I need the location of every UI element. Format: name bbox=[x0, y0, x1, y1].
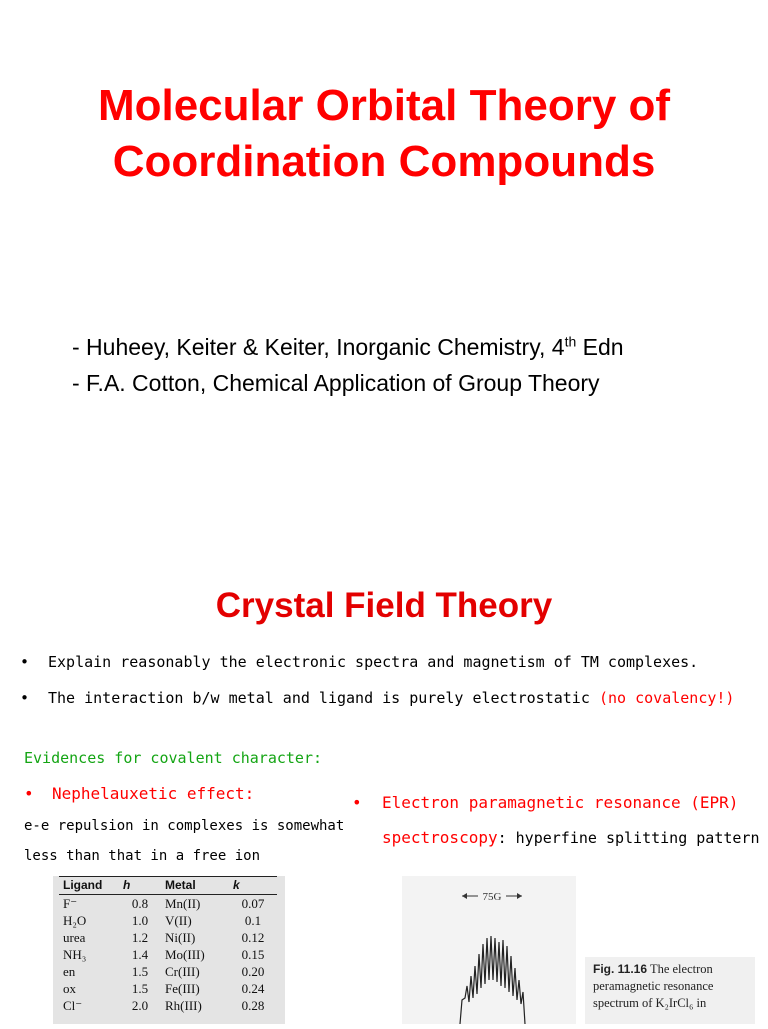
table-cell: 1.0 bbox=[131, 913, 149, 928]
table-header-metal: Metal bbox=[161, 877, 229, 895]
table-cell: urea bbox=[63, 930, 86, 945]
nephelauxetic-desc-2: less than that in a free ion bbox=[24, 848, 261, 864]
bullet-dot-icon: • bbox=[24, 784, 34, 803]
epr-spectroscopy-word: spectroscopy bbox=[382, 828, 498, 847]
table-cell: Mo(III) bbox=[165, 947, 205, 962]
epr-spectrum-image bbox=[402, 876, 576, 1024]
table-cell: V(II) bbox=[165, 913, 192, 928]
caption-line-3: spectrum of K₂IrCl₆ in bbox=[593, 996, 707, 1010]
table-header-ligand: Ligand bbox=[59, 877, 119, 895]
epr-spectrum-graphic bbox=[402, 876, 576, 1024]
scale-arrowhead-right-icon bbox=[517, 893, 522, 899]
bullet-dot-icon: • bbox=[352, 793, 362, 812]
table-cell: 0.07 bbox=[241, 896, 265, 911]
table-row bbox=[59, 912, 277, 929]
table-row bbox=[59, 895, 277, 913]
bullet-text-spectra: Explain reasonably the electronic spectra and magnetism of TM complexes. bbox=[48, 653, 699, 671]
nephelauxetic-bullet bbox=[24, 783, 254, 805]
table-cell: Fe(III) bbox=[165, 981, 200, 996]
figure-caption-image bbox=[585, 957, 755, 1024]
reference-huheey bbox=[72, 332, 624, 362]
table-cell: Ni(II) bbox=[165, 930, 196, 945]
table-header-h: h bbox=[119, 877, 161, 895]
epr-label-line-2 bbox=[382, 827, 760, 849]
bullet-item-spectra bbox=[20, 651, 698, 673]
nephelauxetic-label: Nephelauxetic effect: bbox=[52, 784, 255, 803]
nephelauxetic-table bbox=[59, 876, 277, 1014]
table-row bbox=[59, 980, 277, 997]
table-cell: 0.20 bbox=[241, 964, 265, 979]
caption-text-1: The electron bbox=[649, 962, 713, 976]
table-cell: 0.24 bbox=[241, 981, 265, 996]
table-cell: Cr(III) bbox=[165, 964, 200, 979]
nephelauxetic-table-image bbox=[53, 876, 285, 1024]
table-cell: NH₃ bbox=[63, 947, 87, 962]
epr-hyperfine-text: : hyperfine splitting pattern bbox=[497, 829, 760, 847]
caption-line-1 bbox=[593, 961, 751, 978]
reference-cotton: - F.A. Cotton, Chemical Application of Group Theory bbox=[72, 370, 600, 396]
table-cell: 1.5 bbox=[131, 964, 149, 979]
bullet-dot-icon: • bbox=[20, 653, 30, 671]
table-header-k: k bbox=[229, 877, 277, 895]
bullet-dot-icon: • bbox=[20, 689, 30, 707]
bullet-text-electrostatic: The interaction b/w metal and ligand is purely electrostatic bbox=[48, 689, 590, 707]
table-row bbox=[59, 929, 277, 946]
table-cell: 2.0 bbox=[131, 998, 149, 1013]
caption-line-2: peramagnetic resonance bbox=[593, 979, 714, 993]
epr-bullet bbox=[352, 792, 738, 814]
table-header-row bbox=[59, 877, 277, 895]
epr-label-line-1: Electron paramagnetic resonance (EPR) bbox=[382, 793, 739, 812]
table-cell: 0.28 bbox=[241, 998, 265, 1013]
nephelauxetic-desc-1: e-e repulsion in complexes is somewhat bbox=[24, 818, 345, 834]
page-title-line-2: Coordination Compounds bbox=[112, 137, 656, 186]
reference-huheey-text: - Huheey, Keiter & Keiter, Inorganic Chemistry, 4 bbox=[72, 334, 565, 360]
table-cell: Mn(II) bbox=[165, 896, 201, 911]
table-cell: ox bbox=[63, 981, 76, 996]
table-cell: H₂O bbox=[63, 913, 87, 928]
epr-spectrum-trace bbox=[460, 936, 525, 1024]
table-cell: 1.4 bbox=[131, 947, 149, 962]
evidence-heading: Evidences for covalent character: bbox=[24, 749, 323, 767]
section-title: Crystal Field Theory bbox=[215, 586, 553, 625]
table-cell: 0.12 bbox=[241, 930, 265, 945]
table-cell: 1.2 bbox=[131, 930, 149, 945]
table-cell: Cl⁻ bbox=[63, 998, 83, 1013]
table-cell: 0.1 bbox=[244, 913, 262, 928]
table-cell: 1.5 bbox=[131, 981, 149, 996]
reference-huheey-sup: th bbox=[564, 333, 577, 350]
table-cell: en bbox=[63, 964, 76, 979]
reference-huheey-tail: Edn bbox=[576, 334, 624, 360]
table-row bbox=[59, 997, 277, 1014]
no-covalency-note: (no covalency!) bbox=[599, 689, 735, 707]
bullet-item-electrostatic bbox=[20, 687, 590, 709]
table-row bbox=[59, 963, 277, 980]
table-cell: 0.8 bbox=[131, 896, 149, 911]
table-cell: Rh(III) bbox=[165, 998, 202, 1013]
page-title-line-1: Molecular Orbital Theory of bbox=[97, 81, 671, 130]
table-cell: F⁻ bbox=[63, 896, 78, 911]
table-row bbox=[59, 946, 277, 963]
scale-label: 75G bbox=[482, 891, 502, 903]
table-cell: 0.15 bbox=[241, 947, 265, 962]
scale-arrowhead-left-icon bbox=[462, 893, 467, 899]
caption-fig-number: Fig. 11.16 bbox=[593, 962, 648, 976]
